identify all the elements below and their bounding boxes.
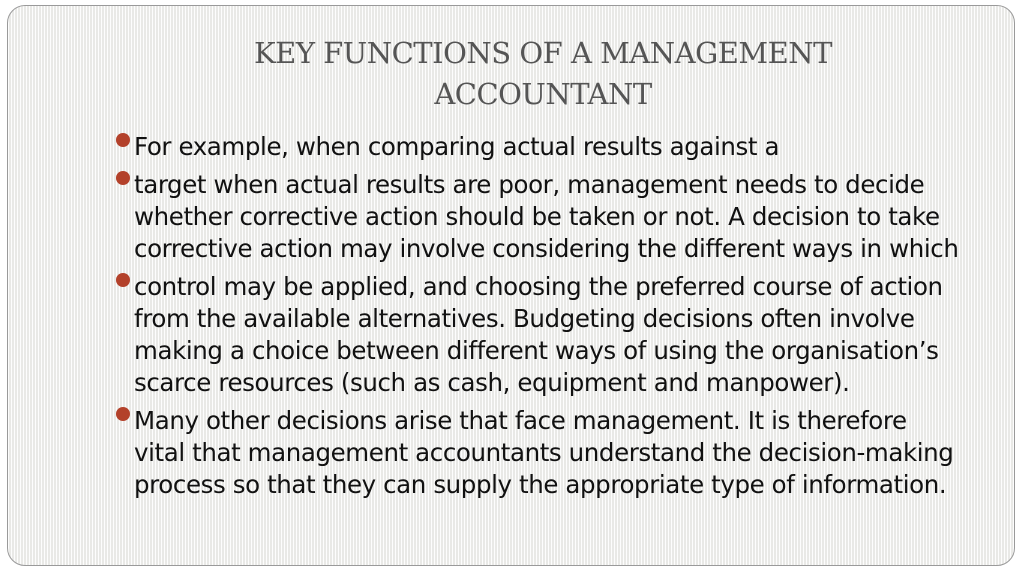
slide-title — [158, 33, 928, 115]
bullet-item-1 — [116, 131, 996, 163]
bullet-text-line: corrective action may involve considering the different ways in which — [134, 234, 959, 263]
bullet-text-line: vital that management accountants understand the decision-making — [134, 438, 954, 467]
bullet-dot-icon — [116, 171, 130, 185]
bullet-list — [116, 131, 996, 507]
bullet-dot-icon — [116, 407, 130, 421]
slide — [7, 5, 1015, 566]
bullet-text-line: control may be applied, and choosing the preferred course of action — [134, 272, 943, 301]
bullet-item-4 — [116, 405, 996, 501]
bullet-dot-icon — [116, 273, 130, 287]
bullet-item-2 — [116, 169, 996, 265]
title-line-1: KEY FUNCTIONS OF A MANAGEMENT — [253, 36, 832, 70]
bullet-dot-icon — [116, 133, 130, 147]
bullet-text-line: Many other decisions arise that face management. It is therefore — [134, 406, 907, 435]
bullet-text-line: target when actual results are poor, management needs to decide — [134, 170, 925, 199]
bullet-text-line: scarce resources (such as cash, equipment and manpower). — [134, 368, 850, 397]
bullet-text-line: whether corrective action should be taken or not. A decision to take — [134, 202, 940, 231]
bullet-text-line: For example, when comparing actual results against a — [134, 132, 780, 161]
bullet-item-3 — [116, 271, 996, 399]
bullet-text-line: process so that they can supply the appropriate type of information. — [134, 470, 947, 499]
bullet-text-line: making a choice between different ways of using the organisation’s — [134, 336, 939, 365]
bullet-text-line: from the available alternatives. Budgeting decisions often involve — [134, 304, 915, 333]
title-line-2: ACCOUNTANT — [434, 77, 652, 111]
